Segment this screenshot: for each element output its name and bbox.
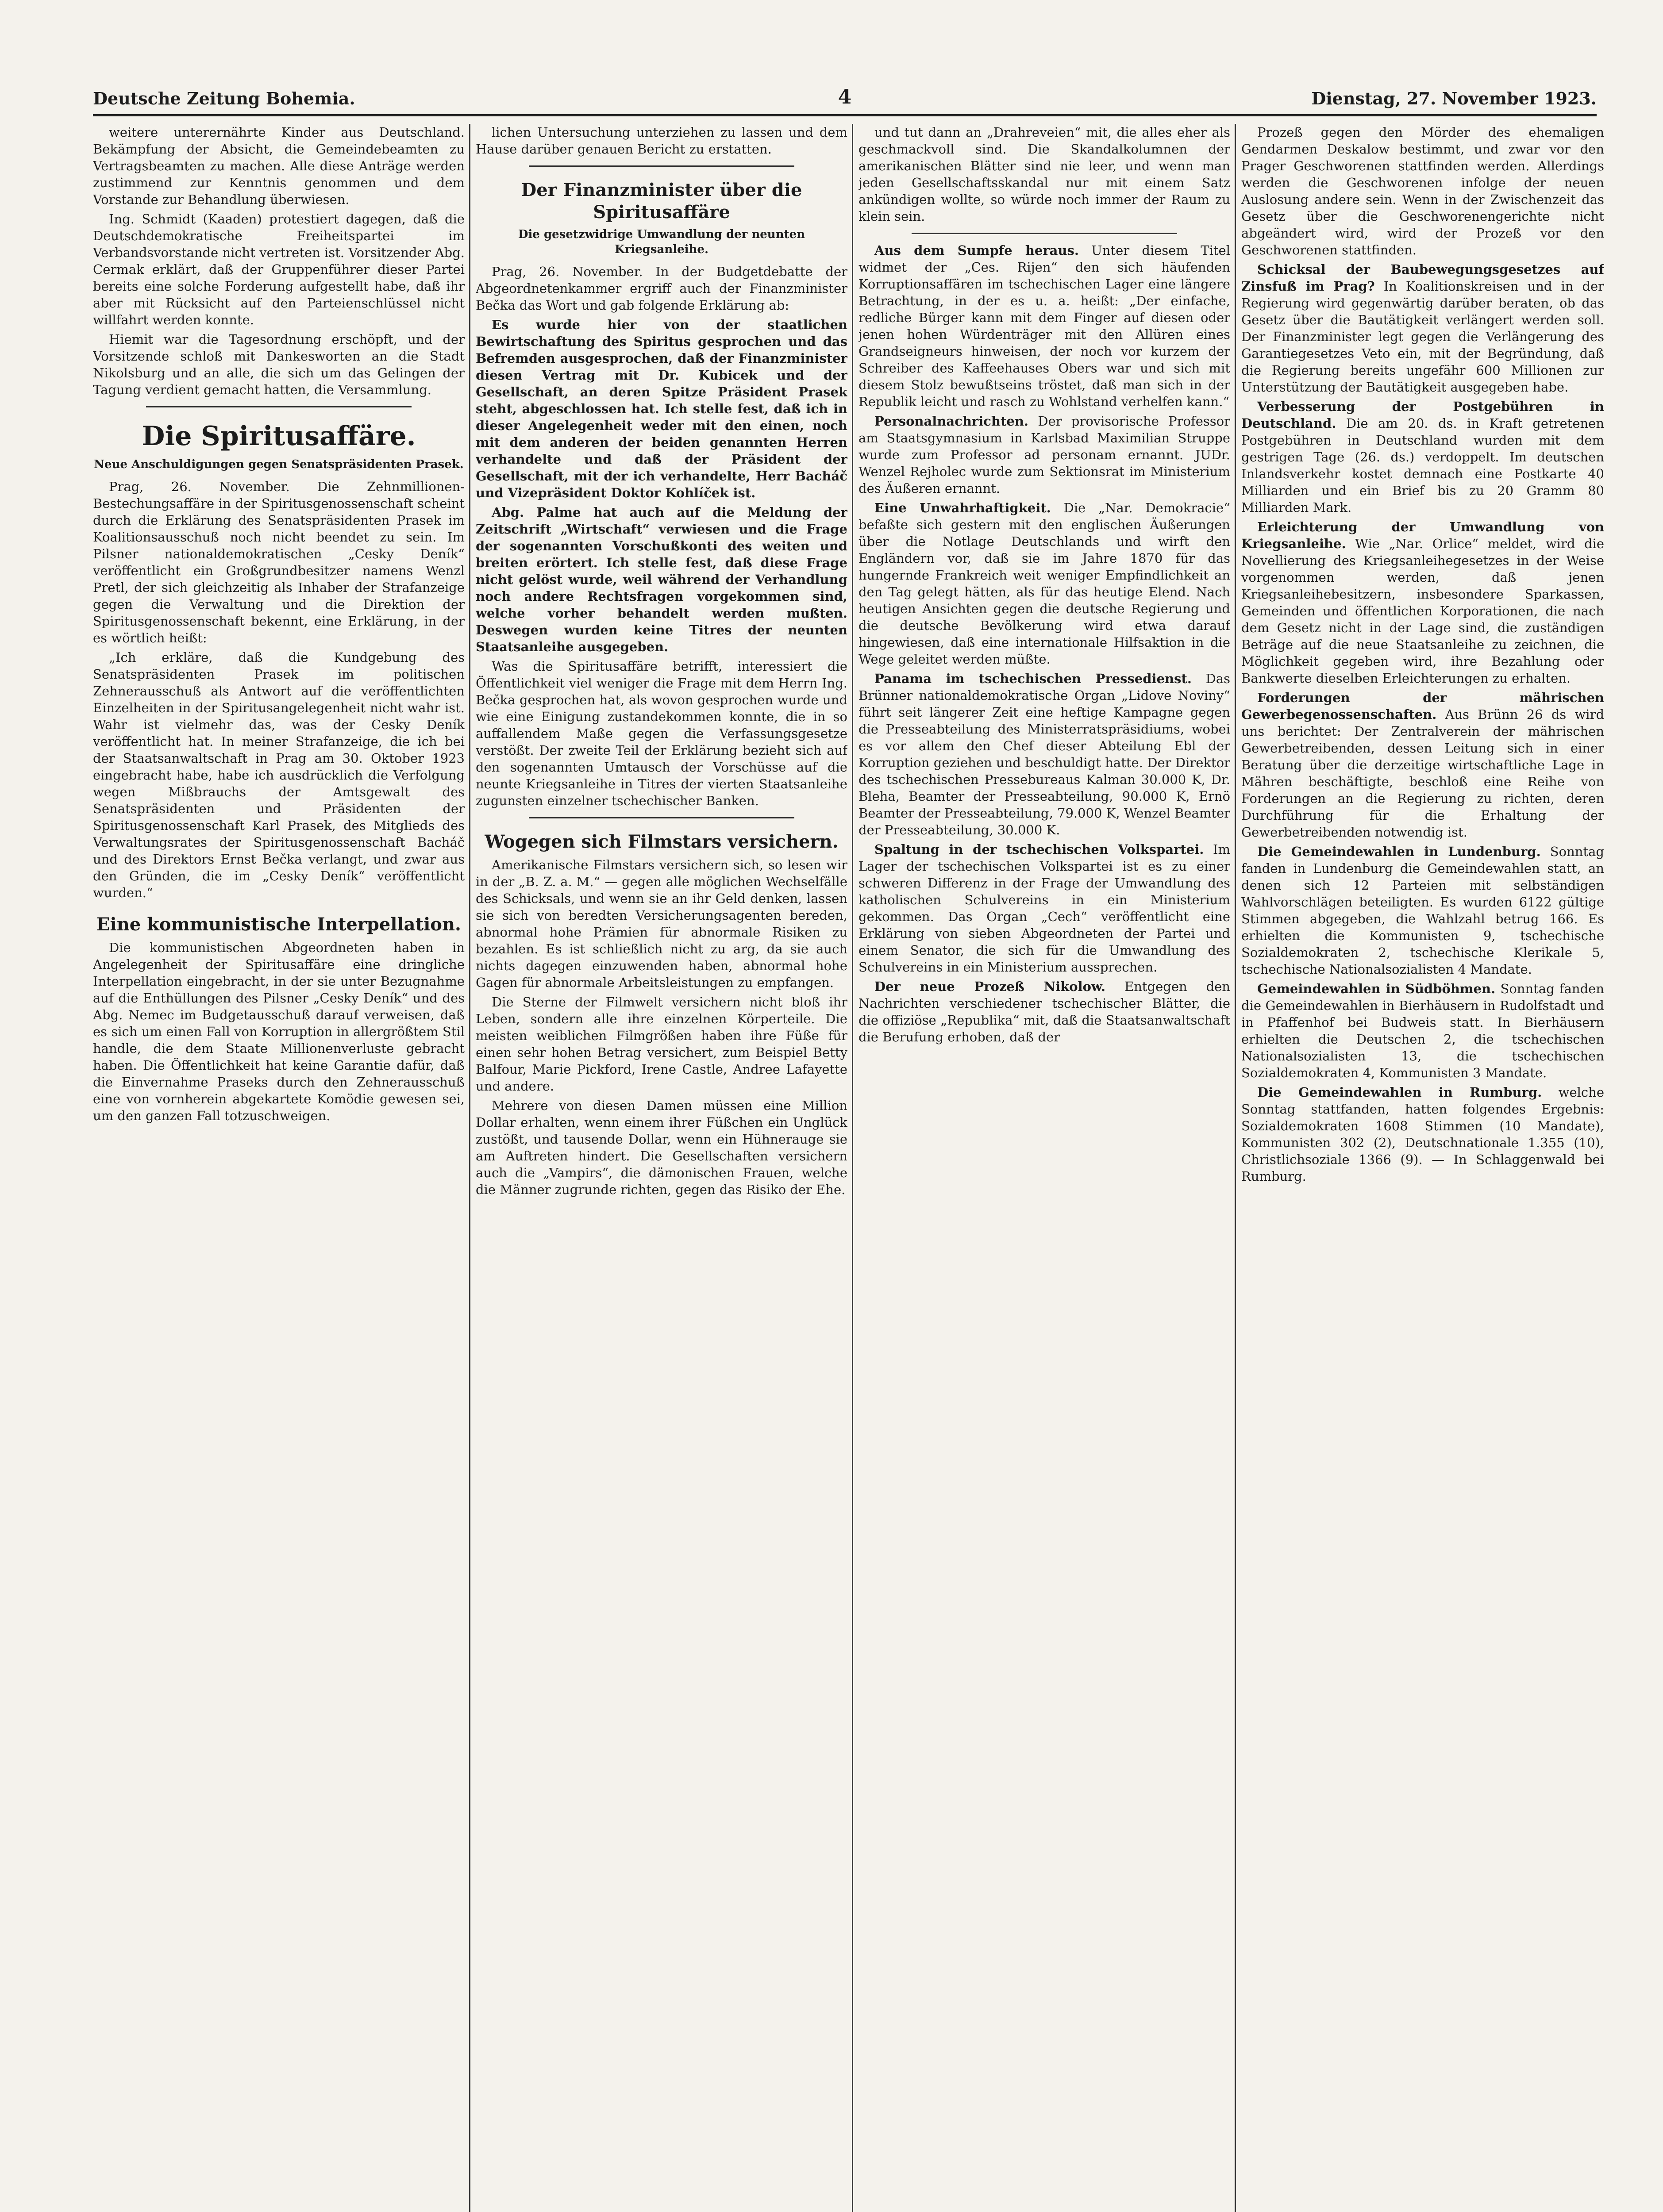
news-lead: Verbesserung der Postgebühren in Deutschland.: [1241, 399, 1604, 431]
article-paragraph: Mehrere von diesen Damen müssen eine Million Dollar erhalten, wenn einem ihrer Füßchen ein Unglück zustößt, und tausende Dollar, wenn ein Hühnerauge sie am Auftreten hindert. Die Gesellschaften versichern auch die „Vampirs“, die dämonischen Frauen, welche die Männer zugrunde richten, gegen das Risiko der Ehe.: [476, 1098, 847, 1197]
article-paragraph: Prag, 26. November. Die Zehnmillionen-Bestechungsaffäre in der Spiritusgenossenschaft scheint durch die Erklärung des Senatspräsidenten Prasek im Koalitionsausschuß noch nicht beendet zu sein. Im Pilsner nationaldemokratischen „Cesky Deník“ veröffentlicht ein Großgrundbesitzer namens Wenzl Pretl, der sich gleichzeitig als Inhaber der Strafanzeige gegen die Verwaltung und die Direktion der Spiritusgenossenschaft bekennt, eine Erklärung, in der es wörtlich heißt:: [93, 479, 465, 645]
column-divider: [852, 124, 853, 2212]
header-rule: [93, 114, 1597, 116]
article-paragraph: Abg. Palme hat auch auf die Meldung der Zeitschrift „Wirtschaft“ verwiesen und die Frage der sogenannten Vorschußkonti des weiten und breiten erörtert. Ich stelle fest, daß diese Frage nicht gelöst wurde, weil während der Verhandlung noch andere Rechtsfragen vorgekommen sind, welche vorher behandelt werden mußten. Deswegen wurden keine Titres der neunten Staatsanleihe ausgegeben.: [476, 505, 847, 654]
section-rule: [146, 406, 412, 407]
article-paragraph: Die kommunistischen Abgeordneten haben in Angelegenheit der Spiritusaffäre eine dringliche Interpellation eingebracht, in der sie unter Bezugnahme auf die Enthüllungen des Pilsner „Cesky Deník“ und des Abg. Nemec im Budgetausschuß darauf verweisen, daß es sich um einen Fall von Korruption in allergrößtem Stil handle, die dem Staate Millionenverluste gebracht haben. Die Öffentlichkeit hat keine Garantie dafür, daß die Einvernahme Praseks durch den Zehnerausschuß eine von vornherein abgekartete Komödie gewesen sei, um den ganzen Fall totzuschweigen.: [93, 940, 465, 1123]
article-text: welche Sonntag stattfanden, hatten folgendes Ergebnis: Sozialdemokraten 1608 Stimmen (10 Mandate), Kommunisten 302 (2), Deutschnationale 1.355 (10), Christlichsoziale 1366 (9). — In Schlaggenwald bei Rumburg.: [1241, 1085, 1604, 1184]
article-paragraph: Hiemit war die Tagesordnung erschöpft, und der Vorsitzende schloß mit Dankesworten an die Stadt Nikolsburg und an alle, die sich um das Gelingen der Tagung verdient gemacht hatten, die Versammlung.: [93, 332, 465, 397]
column-2: [476, 124, 847, 2212]
subheadline: Neue Anschuldigungen gegen Senatspräsidenten Prasek.: [94, 458, 464, 471]
article-text: Die „Nar. Demokracie“ befaßte sich gestern mit den englischen Äußerungen über die Notlage Deutschlands und wirft den Engländern vor, daß sie im Jahre 1870 für das hungernde Frankreich weit weniger Empfindlichkeit an den Tag gelegt hätten, als für das heutige Elend. Nach heutigen Ansichten gegen die deutsche Regierung und die deutsche Bevölkerung wird etwa darauf hingewiesen, daß eine internationale Hilfsaktion in die Wege geleitet werden müßte.: [858, 500, 1230, 667]
column-1: [93, 124, 465, 2212]
news-lead: Gemeindewahlen in Südböhmen.: [1257, 981, 1496, 996]
article-paragraph: Ing. Schmidt (Kaaden) protestiert dagegen, daß die Deutschdemokratische Freiheitspartei im Verbandsvorstande nicht vertreten ist. Vorsitzender Abg. Cermak erklärt, daß der Gruppenführer dieser Partei bereits eine solche Forderung aufgestellt habe, daß ihr aber mit Rücksicht auf den Parteienschlüssel nicht willfahrt werden konnte.: [93, 211, 465, 327]
article-paragraph: weitere unterernährte Kinder aus Deutschland. Bekämpfung der Absicht, die Gemeindebeamten zu Vertragsbeamten zu machen. Alle diese Anträge werden zustimmend zur Kenntnis genommen und dem Vorstande zur Behandlung überwiesen.: [93, 125, 465, 207]
article-paragraph: Es wurde hier von der staatlichen Bewirtschaftung des Spiritus gesprochen und das Befremden ausgesprochen, daß der Finanzminister diesen Vertrag mit Dr. Kubicek und der Gesellschaft, an deren Spitze Präsident Prasek steht, abgeschlossen hat. Ich stelle fest, daß ich in dieser Angelegenheit weder mit den einen, noch mit dem anderen der beiden genannten Herren verhandelte und daß der Präsident der Gesellschaft, mit der ich verhandelte, Herr Bacháč und Vizepräsident Doktor Kohlíček ist.: [476, 317, 847, 500]
article-text: Aus Brünn 26 ds wird uns berichtet: Der Zentralverein der mährischen Gewerbetreibenden, dessen Leitung sich in einer Beratung über die derzeitige wirtschaftliche Lage in Mähren beschäftigte, beschloß eine Reihe von Forderungen an die Regierung zu richten, deren Durchführung für die Erhaltung der Gewerbetreibenden notwendig ist.: [1241, 707, 1604, 840]
headline-finanzminister: Der Finanzminister über die Spiritusaffäre: [521, 180, 802, 223]
article-paragraph: Was die Spiritusaffäre betrifft, interessiert die Öffentlichkeit viel weniger die Frage mit dem Herrn Ing. Bečka gesprochen hat, als wovon gesprochen wurde und wie eine Einigung zustandekommen konnte, die in so auffallendem Maße gegen die Verfassungsgesetze verstößt. Der zweite Teil der Erklärung bezieht sich auf den sogenannten Umtausch der Vorschüsse auf die neunte Kriegsanleihe in Titres der vierten Staatsanleihe zugunsten einzelner tschechischer Banken.: [476, 659, 847, 808]
column-divider: [469, 124, 470, 2212]
issue-date: Dienstag, 27. November 1923.: [1311, 88, 1597, 108]
page-number: 4: [838, 86, 852, 108]
news-lead: Eine Unwahrhaftigkeit.: [874, 500, 1051, 515]
news-lead: Schicksal der Baubewegungsgesetzes auf Zinsfuß im Prag?: [1241, 262, 1604, 294]
article-paragraph: Amerikanische Filmstars versichern sich, so lesen wir in der „B. Z. a. M.“ — gegen alle möglichen Wechselfälle des Schicksals, und wenn sie an ihr Geld denken, lassen sie sich von beredten Versicherungsagenten bereden, abnormal hohe Prämien für abnormale Risiken zu bezahlen. Es ist schließlich nicht zu arg, da sie auch nichts dagegen einzuwenden haben, abnormal hohe Gagen für abnormale Arbeitsleistungen zu empfangen.: [476, 857, 847, 990]
article-text: Das Brünner nationaldemokratische Organ „Lidove Noviny“ führt seit längerer Zeit eine heftige Kampagne gegen die Presseabteilung des Ministerratspräsidiums, wobei es vor allem den Chef dieser Abteilung Ebl der Korruption geziehen und beschuldigt hatte. Der Direktor des tschechischen Pressebureaus Kalman 30.000 K, Dr. Bleha, Beamter der Presseabteilung, 90.000 K, Ernö Beamter der Presseabteilung, 79.000 K, Wenzel Beamter der Presseabteilung, 30.000 K.: [858, 671, 1230, 837]
section-rule: [529, 817, 794, 818]
article-paragraph: Die Sterne der Filmwelt versichern nicht bloß ihr Leben, sondern alle ihre einzelnen Körperteile. Die meisten weiblichen Filmgrößen haben ihre Füße für einen sehr hohen Betrag versichert, zum Beispiel Betty Balfour, Marie Pickford, Irene Castle, Andree Lafayette und andere.: [476, 995, 847, 1094]
article-text: Entgegen den Nachrichten verschiedener tschechischer Blätter, die die offiziöse „Republika“ mit, daß die Staatsanwaltschaft die Berufung erhoben, daß der: [858, 979, 1230, 1045]
article-paragraph: und tut dann an „Drahreveien“ mit, die alles eher als geschmackvoll sind. Die Skandalkolumnen der amerikanischen Blätter sind nie leer, und wenn man jeden Gesellschaftsskandal nur mit einem Satz ankündigen wollte, so würde noch immer der Raum zu klein sein.: [858, 125, 1230, 224]
page-header: [93, 82, 1597, 108]
article-text: Die am 20. ds. in Kraft getretenen Postgebühren in Deutschland wurden mit dem gestrigen Tage (26. ds.) verdoppelt. Im deutschen Inlandsverkehr kostet demnach eine Postkarte 40 Milliarden und ein Brief bis zu 20 Gramm 80 Milliarden Mark.: [1241, 416, 1604, 515]
article-text: In Koalitionskreisen und in der Regierung wird gegenwärtig darüber beraten, ob das Gesetz über die Bautätigkeit verlängert werden soll. Der Finanzminister legt gegen die Verlängerung des Garantiegesetzes Veto ein, mit der Begründung, daß die Regierung bereits ungefähr 600 Millionen zur Unterstützung der Bautätigkeit ausgegeben habe.: [1241, 279, 1604, 395]
subheadline: Die gesetzwidrige Umwandlung der neunten Kriegsanleihe.: [518, 228, 805, 256]
news-lead: Die Gemeindewahlen in Rumburg.: [1257, 1085, 1542, 1100]
news-lead: Forderungen der mährischen Gewerbegenossenschaften.: [1241, 690, 1604, 722]
section-rule: [529, 165, 794, 167]
article-text: Unter diesem Titel widmet der „Ces. Rijen“ den sich häufenden Korruptionsaffären im tschechischen Lager eine längere Betrachtung, in der es u. a. heißt: „Der einfache, redliche Bürger kann mit dem Finger auf diesen oder jenen hohen Würdenträger mit den Allüren eines Grandseigneurs hinweisen, der noch vor kurzem der Schreiber des Kaffeehauses Obers war und sich mit diesem Stolz bewußtseins tröstet, daß man sich in der Republik leicht und rasch zu Wohlstand verhelfen kann.“: [858, 243, 1230, 409]
news-lead: Panama im tschechischen Pressedienst.: [874, 671, 1192, 686]
newspaper-title: Deutsche Zeitung Bohemia.: [93, 88, 355, 108]
news-lead: Aus dem Sumpfe heraus.: [874, 243, 1079, 258]
column-4: [1241, 124, 1604, 2212]
article-paragraph: Prozeß gegen den Mörder des ehemaligen Gendarmen Deskalow bestimmt, und zwar vor den Prager Geschworenen stattfinden werden. Allerdings werden die Geschworenen infolge der neuen Auslosung andere sein. Wenn in der Zwischenzeit das Gesetz über die Geschworenengerichte nicht abgeändert wird, wird der Prozeß vor den Geschworenen stattfinden.: [1241, 125, 1604, 257]
article-text: Sonntag fanden die Gemeindewahlen in Bierhäusern in Rudolfstadt und in Pfaffenhof bei Budweis statt. In Bierhäusern erhielten die Deutschen 2, die tschechischen Nationalsozialisten 13, die tschechischen Sozialdemokraten 4, Kommunisten 3 Mandate.: [1241, 981, 1604, 1080]
headline-spiritusaffaere: Die Spiritusaffäre.: [142, 421, 416, 452]
news-lead: Erleichterung der Umwandlung von Kriegsanleihe.: [1241, 519, 1604, 551]
column-divider: [1235, 124, 1236, 2212]
column-3: [858, 124, 1230, 2212]
article-paragraph: lichen Untersuchung unterziehen zu lassen und dem Hause darüber genauen Bericht zu erstatten.: [476, 125, 847, 157]
article-text: Wie „Nar. Orlice“ meldet, wird die Novellierung des Kriegsanleihegesetzes in der Weise vorgenommen werden, daß jenen Kriegsanleihebesitzern, insbesondere Sparkassen, Gemeinden und öffentlichen Korporationen, die nach dem Gesetz nicht in der Lage sind, die zuständigen Beträge auf die neue Staatsanleihe zu zeichnen, die Möglichkeit gegeben wird, ihre Bezahlung oder Bankwerte dieselben Erleichterungen zu erhalten.: [1241, 536, 1604, 686]
news-lead: Der neue Prozeß Nikolow.: [874, 979, 1106, 994]
section-rule: [912, 233, 1177, 234]
article-paragraph: „Ich erkläre, daß die Kundgebung des Senatspräsidenten Prasek im politischen Zehnerausschuß als Antwort auf die veröffentlichten Einzelheiten in der Spiritusangelegenheit nicht wahr ist. Wahr ist vielmehr das, was der Cesky Deník veröffentlicht hat. In meiner Strafanzeige, die ich bei der Staatsanwaltschaft in Prag am 30. Oktober 1923 eingebracht habe, habe ich ausdrücklich die Verfolgung wegen Mißbrauchs der Amtsgewalt des Senatspräsidenten und Präsidenten der Spiritusgenossenschaft Karl Prasek, des Mitglieds des Verwaltungsrates der Spiritusgenossenschaft Bacháč und des Direktors Ernst Bečka verlangt, und zwar aus den Gründen, die im „Cesky Deník“ veröffentlicht wurden.“: [93, 650, 465, 900]
headline-filmstars: Wogegen sich Filmstars versichern.: [485, 831, 839, 852]
news-lead: Die Gemeindewahlen in Lundenburg.: [1257, 844, 1541, 859]
headline-interpellation: Eine kommunistische Interpellation.: [96, 914, 461, 935]
news-lead: Personalnachrichten.: [874, 414, 1028, 429]
article-text: Der provisorische Professor am Staatsgymnasium in Karlsbad Maximilian Struppe wurde zum Professor ad personam ernannt. JUDr. Wenzel Rejholec wurde zum Sektionsrat im Ministerium des Äußeren ernannt.: [858, 414, 1230, 496]
news-lead: Spaltung in der tschechischen Volkspartei.: [874, 842, 1204, 857]
article-paragraph: Prag, 26. November. In der Budgetdebatte der Abgeordnetenkammer ergriff auch der Finanzminister Bečka das Wort und gab folgende Erklärung ab:: [476, 264, 847, 313]
article-text: Sonntag fanden in Lundenburg die Gemeindewahlen statt, an denen sich 12 Parteien mit selbständigen Wahlvorschlägen beteiligten. Es wurden 6122 gültige Stimmen abgegeben, die Wahlzahl betrug 166. Es erhielten die Kommunisten 9, tschechische Sozialdemokraten 2, tschechische Klerikale 5, tschechische Nationalsozialisten 4 Mandate.: [1241, 844, 1604, 977]
article-text: Im Lager der tschechischen Volkspartei ist es zu einer schweren Differenz in der Frage der Umwandlung des katholischen Schulvereins in ein Ministerium gekommen. Das Organ „Cech“ veröffentlicht eine Erklärung von sieben Abgeordneten der Partei und einem Senator, die sich für die Umwandlung des Schulvereins in ein Ministerium aussprechen.: [858, 842, 1230, 975]
